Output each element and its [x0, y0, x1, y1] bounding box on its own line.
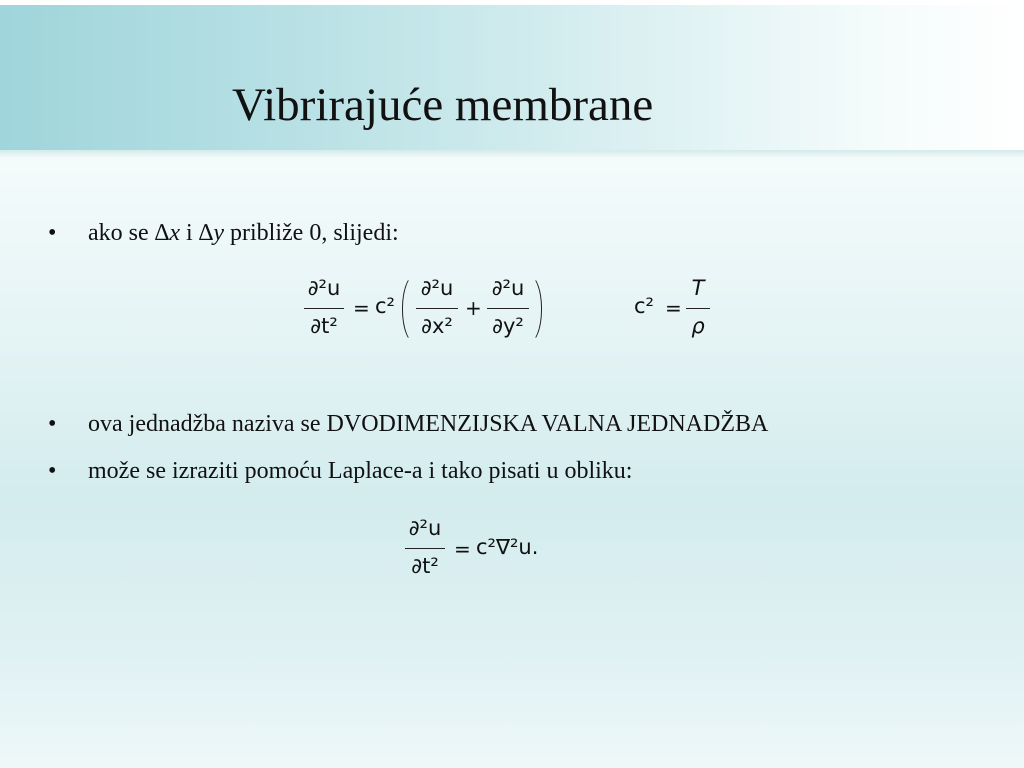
bullet-1-part: približe 0, slijedi:: [224, 220, 399, 246]
bullet-dot: •: [48, 458, 57, 484]
coefficient: c²: [375, 294, 395, 318]
lhs-denominator: ∂t²: [411, 554, 439, 578]
laplace-rhs: c²∇²u.: [476, 535, 539, 559]
var-x: x: [169, 220, 180, 246]
equals-sign: =: [454, 537, 471, 561]
lhs-denominator: ∂t²: [310, 314, 338, 338]
c-squared: c²: [634, 294, 654, 318]
lhs-fraction: [304, 278, 344, 340]
lhs-numerator: ∂²u: [408, 516, 442, 540]
term2-numerator: ∂²u: [491, 276, 525, 300]
term1-numerator: ∂²u: [420, 276, 454, 300]
tension-density-fraction: [686, 278, 710, 340]
delta-symbol: ∆: [198, 220, 214, 246]
fraction-bar: [304, 308, 344, 309]
lhs-numerator: ∂²u: [307, 276, 341, 300]
delta-symbol: ∆: [154, 220, 170, 246]
equals-sign: =: [665, 296, 682, 320]
fraction-bar: [416, 308, 458, 309]
term1-denominator: ∂x²: [421, 314, 453, 338]
density-rho: ρ: [691, 314, 705, 338]
fraction-bar: [405, 548, 445, 549]
bullet-dot: •: [48, 220, 57, 246]
term2-denominator: ∂y²: [492, 314, 524, 338]
bullet-2-text: ova jednadžba naziva se DVODIMENZIJSKA VALNA JEDNADŽBA: [88, 411, 769, 437]
term1-fraction: [416, 278, 458, 340]
bullet-1-text: [88, 220, 399, 247]
fraction-bar: [487, 308, 529, 309]
bullet-3-text: može se izraziti pomoću Laplace-a i tako pisati u obliku:: [88, 458, 633, 484]
bullet-1-part: i: [180, 220, 199, 246]
slide-title: Vibrirajuće membrane: [232, 79, 654, 131]
bullet-dot: •: [48, 411, 57, 437]
title-band-shadow: [0, 150, 1024, 158]
term2-fraction: [487, 278, 529, 340]
tension-T: T: [691, 276, 705, 300]
right-paren: [527, 274, 542, 344]
left-paren: [402, 274, 417, 344]
lhs-fraction: [405, 518, 445, 580]
equals-sign: =: [353, 296, 370, 320]
fraction-bar: [686, 308, 710, 309]
plus-sign: +: [465, 296, 482, 320]
var-y: y: [213, 220, 225, 246]
bullet-1-part: ako se: [88, 220, 155, 246]
